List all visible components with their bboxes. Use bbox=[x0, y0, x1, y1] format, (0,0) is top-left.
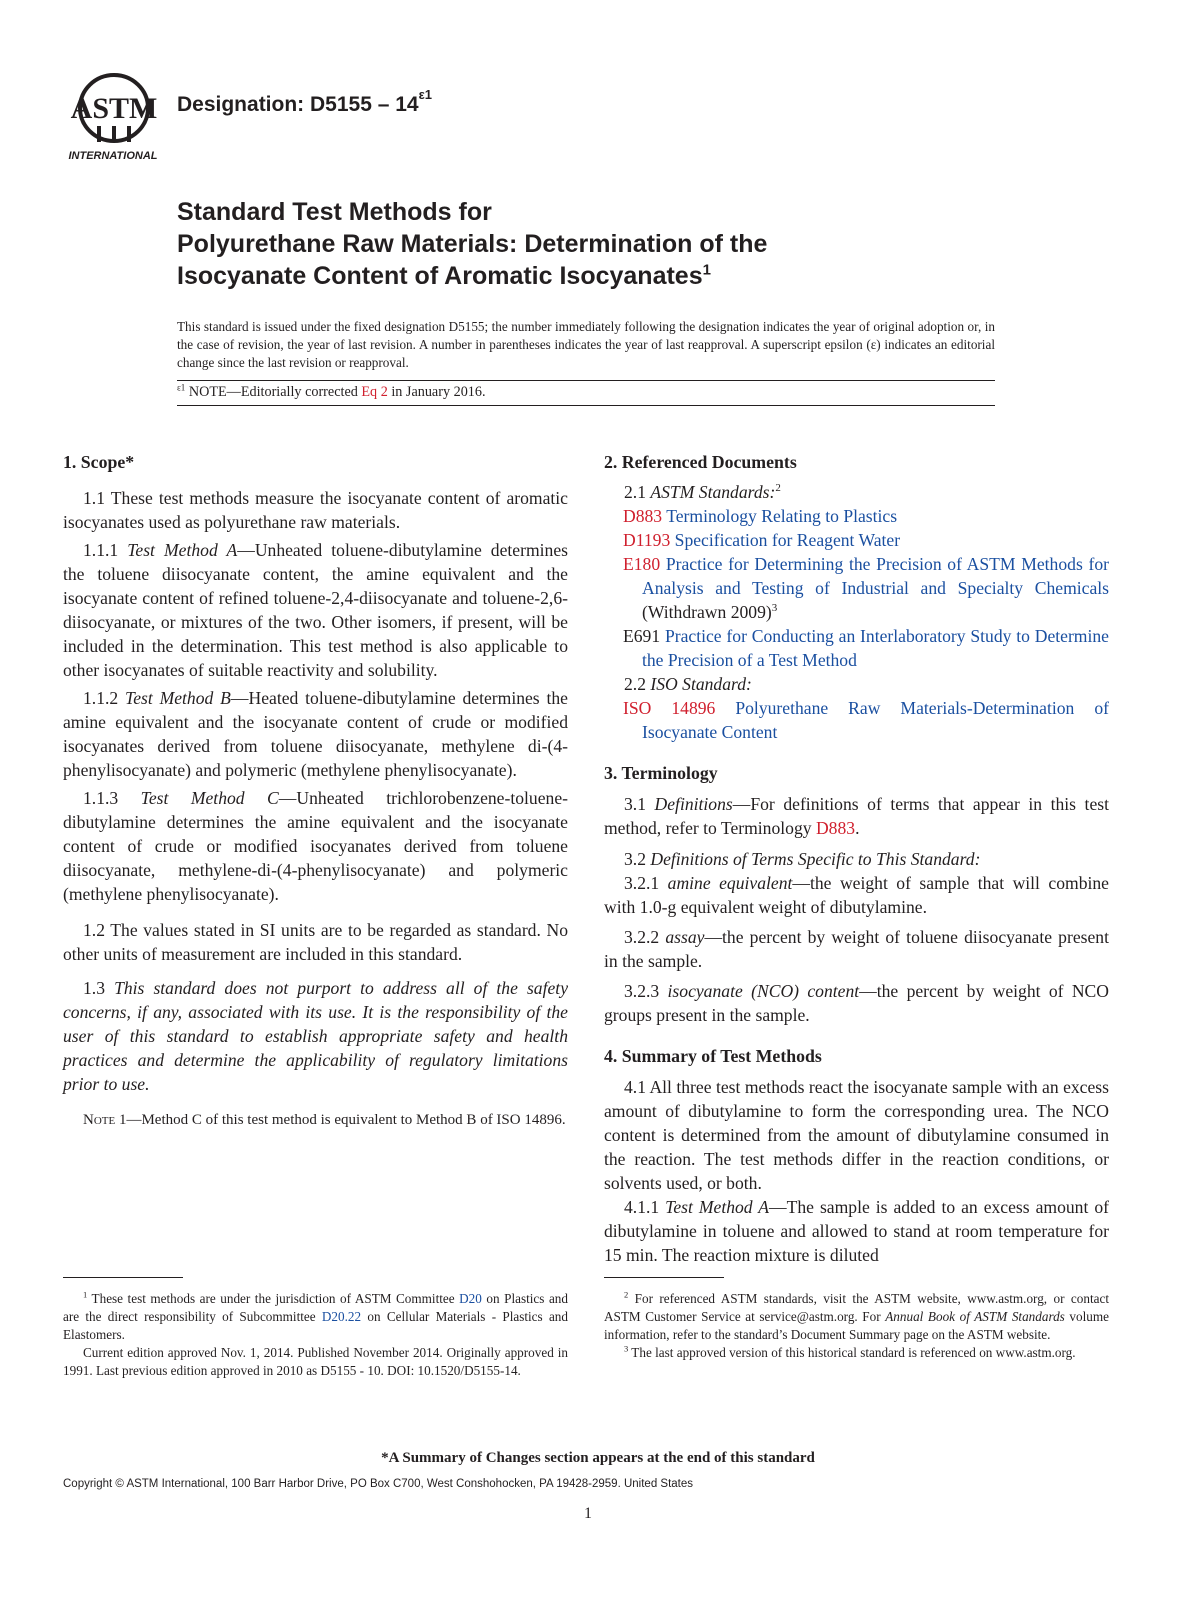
paragraph-1-1-3: 1.1.3 Test Method C—Unheated trichlorobenzene-toluene-dibutylamine determines the amine equivalent and the isocyanate content of crude or modified isocyanates derived from toluene diisocyanate, methylene-di-(4-phenylisocyanate) and polymeric (methylene phenylisocyanate). bbox=[63, 788, 568, 904]
svg-text:ASTM: ASTM bbox=[70, 92, 158, 125]
d20-22-link[interactable]: D20.22 bbox=[321, 1309, 362, 1324]
footnote-3: $^3$ The last approved version of this historical standard is referenced on www.astm.org. bbox=[624, 1343, 1076, 1360]
paragraph-1-1-1: 1.1.1 Test Method A—Unheated toluene-dibutylamine determines the toluene diisocyanate content, the amine equivalent and the isocyanate content of refined toluene-2,4-diisocyanate and toluene-2,6-diisocyanate, or mixtures of the two. Other isomers, if present, will be included in the determination. This test method is also applicable to other isocyanates of suitable reactivity and solubility. bbox=[63, 540, 568, 680]
paragraph-3-2-3: 3.2.3 isocyanate (NCO) content—the percent by weight of NCO groups present in the sample. bbox=[604, 981, 1109, 1025]
summary-of-changes-note: *A Summary of Changes section appears at the end of this standard bbox=[381, 1450, 815, 1466]
svg-text:INTERNATIONAL: INTERNATIONAL bbox=[68, 150, 158, 162]
paragraph-3-2-1: 3.2.1 amine equivalent—the weight of sample that will combine with 1.0-g equivalent weight of dibutylamine. bbox=[604, 873, 1109, 917]
reference-item: E180 Practice for Determining the Precision of ASTM Methods for Analysis and Testing of Industrial and Specialty Chemicals (Withdrawn 2009)$^3$ bbox=[623, 554, 1109, 622]
footnote-2: $^2$ For referenced ASTM standards, visit the ASTM website, www.astm.org, or contact ASTM Customer Service at service@astm.org. For Annual Book of ASTM Standards volume information, refer to the standard’s Document Summary page on the ASTM website. bbox=[604, 1289, 1109, 1342]
astm-logo bbox=[63, 68, 165, 164]
page-number: 1 bbox=[584, 1505, 592, 1522]
paragraph-1-1-2: 1.1.2 Test Method B—Heated toluene-dibutylamine determines the amine equivalent and the isocyanate content of crude or modified isocyanates derived from toluene diisocyanate, methylene di-(4-phenylisocyanate) and polymeric (methylene phenylisocyanate). bbox=[63, 688, 568, 780]
reference-title-link[interactable]: Practice for Determining the Precision of ASTM Methods for Analysis and Testing of Industrial and Specialty Chemicals bbox=[642, 554, 1109, 598]
reference-item bbox=[604, 528, 1109, 552]
section-heading-referenced-documents: 2. Referenced Documents bbox=[604, 452, 797, 472]
paragraph-2-2: 2.2 ISO Standard: bbox=[624, 674, 752, 694]
reference-title-link[interactable]: Specification for Reagent Water bbox=[674, 530, 901, 550]
footnotes-left bbox=[63, 1290, 568, 1380]
reference-title-link[interactable]: Polyurethane Raw Materials-Determination of Isocyanate Content bbox=[642, 698, 1109, 742]
section-heading-scope: 1. Scope* bbox=[63, 452, 135, 472]
paragraph-1-2: 1.2 The values stated in SI units are to be regarded as standard. No other units of measurement are included in this standard. bbox=[63, 920, 568, 964]
divider bbox=[177, 380, 995, 381]
paragraph-1-1: 1.1 These test methods measure the isocyanate content of aromatic isocyanates used as polyurethane raw materials. bbox=[63, 488, 568, 532]
paragraph-3-2-2: 3.2.2 assay—the percent by weight of toluene diisocyanate present in the sample. bbox=[604, 927, 1109, 971]
footnote-1-edition: Current edition approved Nov. 1, 2014. Published November 2014. Originally approved in 1991. Last previous edition approved in 2010 as D5155 - 10. DOI: 10.1520/D5155-14. bbox=[63, 1345, 568, 1378]
divider bbox=[177, 405, 995, 406]
left-column bbox=[63, 450, 568, 1130]
d20-link[interactable]: D20 bbox=[459, 1291, 482, 1306]
paragraph-2-1: 2.1 ASTM Standards:$^2$ bbox=[624, 482, 781, 502]
right-column bbox=[604, 450, 1109, 1267]
eq-2-link[interactable]: Eq 2 bbox=[361, 384, 388, 400]
paragraph-4-1: 4.1 All three test methods react the isocyanate sample with an excess amount of dibutylamine to form the corresponding urea. The NCO content is determined from the amount of dibutylamine consumed in the reaction. The test methods differ in the reaction conditions, or solvents used, or both. bbox=[604, 1077, 1109, 1193]
paragraph-4-1-1: 4.1.1 Test Method A—The sample is added to an excess amount of dibutylamine in toluene and allowed to stand at room temperature for 15 min. The reaction mixture is diluted bbox=[604, 1197, 1109, 1265]
document-title: Standard Test Methods for Polyurethane Raw Materials: Determination of the Isocyanate Content of Aromatic Isocyanates$^1$ bbox=[177, 198, 768, 290]
section-heading-terminology: 3. Terminology bbox=[604, 763, 718, 783]
reference-title-link[interactable]: Terminology Relating to Plastics bbox=[666, 506, 898, 526]
reference-item bbox=[604, 624, 1109, 672]
designation: Designation: $D5155 - 14^{\varepsilon 1}$ bbox=[177, 87, 432, 116]
reference-code: E691 bbox=[623, 626, 661, 646]
reference-code-link[interactable]: E180 bbox=[623, 554, 661, 574]
footnotes-right bbox=[604, 1290, 1109, 1362]
paragraph-3-1: 3.1 Definitions—For definitions of terms that appear in this test method, refer to Terminology D883. bbox=[604, 794, 1109, 838]
reference-code-link[interactable]: ISO 14896 bbox=[623, 698, 716, 718]
copyright: Copyright © ASTM International, 100 Barr Harbor Drive, PO Box C700, West Conshohocken, PA 19428-2959. United States bbox=[63, 1478, 694, 1490]
paragraph-3-2: 3.2 Definitions of Terms Specific to This Standard: bbox=[624, 849, 981, 869]
reference-code-link[interactable]: D883 bbox=[623, 506, 663, 526]
reference-item bbox=[604, 696, 1109, 744]
d883-link[interactable]: D883 bbox=[815, 818, 856, 838]
paragraph-1-3: 1.3 This standard does not purport to address all of the safety concerns, if any, associated with its use. It is the responsibility of the user of this standard to establish appropriate safety and health practices and determine the applicability of regulatory limitations prior to use. bbox=[63, 978, 569, 1094]
reference-code-link[interactable]: D1193 bbox=[623, 530, 671, 550]
section-heading-summary: 4. Summary of Test Methods bbox=[604, 1046, 822, 1066]
footnote-divider bbox=[604, 1277, 724, 1278]
reference-title-link[interactable]: Practice for Conducting an Interlaboratory Study to Determine the Precision of a Test Method bbox=[642, 626, 1109, 670]
editorial-note: $^{\varepsilon 1}$ NOTE—Editorially corrected Eq 2 in January 2016. bbox=[177, 382, 486, 400]
reference-item bbox=[604, 504, 1109, 528]
footnote-divider bbox=[63, 1277, 183, 1278]
footnote-1: $^1$ These test methods are under the jurisdiction of ASTM Committee D20 on Plastics and are the direct responsibility of Subcommittee D20.22 on Cellular Materials - Plastics and Elastomers. bbox=[63, 1289, 568, 1342]
issued-statement: This standard is issued under the fixed designation D5155; the number immediately following the designation indicates the year of original adoption or, in the case of revision, the year of last revision. A number in parentheses indicates the year of last reapproval. A superscript epsilon (ε) indicates an editorial change since the last revision or reapproval. bbox=[177, 319, 995, 370]
note-1: Note 1—Method C of this test method is equivalent to Method B of ISO 14896. bbox=[83, 1112, 566, 1128]
